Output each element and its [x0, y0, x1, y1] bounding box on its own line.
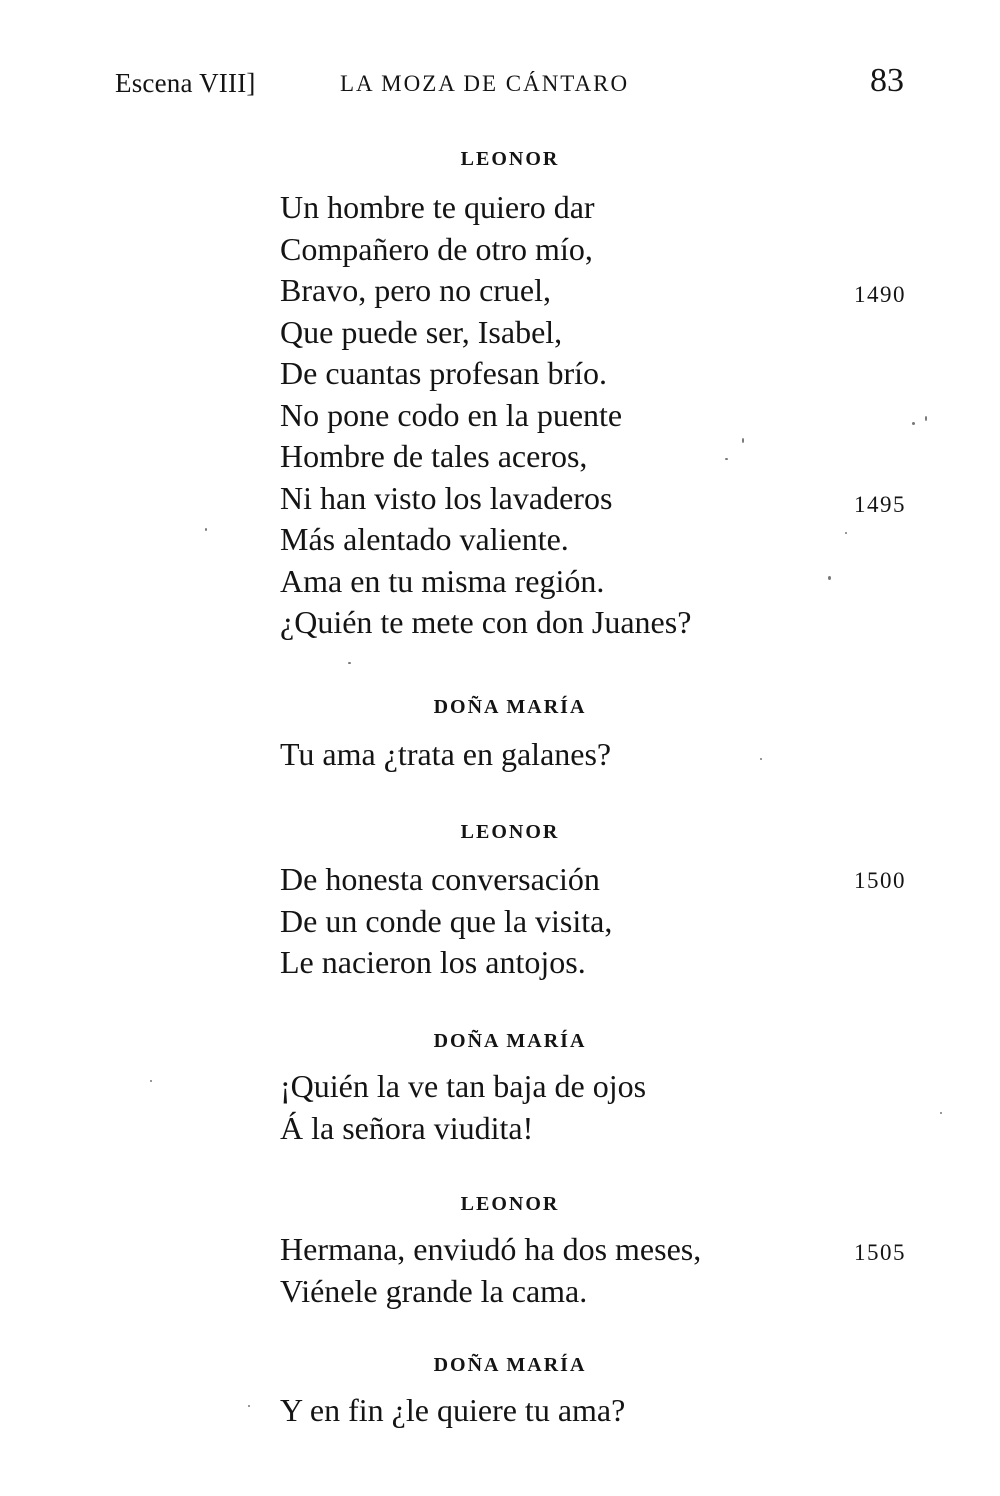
verse-line: Más alentado valiente.	[280, 521, 569, 557]
verse-block	[280, 734, 611, 776]
verse-block	[280, 1066, 646, 1149]
scan-speck	[912, 422, 915, 425]
verse-line: ¡Quién la ve tan baja de ojos	[280, 1068, 647, 1104]
line-number: 1505	[854, 1240, 906, 1265]
scan-speck	[925, 416, 927, 421]
speaker-name: LEONOR	[460, 821, 560, 843]
verse-line: Hombre de tales aceros,	[280, 438, 588, 474]
scene-label: Escena VIII]	[115, 68, 256, 98]
scan-speck	[248, 1405, 250, 1407]
line-number: 1495	[854, 492, 906, 517]
verse-line: Y en fin ¿le quiere tu ama?	[280, 1392, 626, 1428]
verse-block	[280, 1390, 625, 1432]
verse-line: Que puede ser, Isabel,	[280, 313, 563, 350]
verse-line: Ni han visto los lavaderos	[280, 479, 613, 516]
verse-line: De cuantas profesan brío.	[280, 355, 607, 391]
speaker-name: DOÑA MARÍA	[433, 1030, 587, 1052]
scan-speck	[940, 1112, 942, 1114]
verse-line: Tu ama ¿trata en galanes?	[280, 736, 612, 772]
verse-line: Un hombre te quiero dar	[280, 189, 595, 225]
verse-line: Á la señora viudita!	[280, 1109, 534, 1146]
verse-block	[280, 859, 612, 984]
scan-speck	[742, 438, 744, 443]
verse-block	[280, 187, 691, 644]
verse-line: ¿Quién te mete con don Juanes?	[280, 604, 692, 640]
verse-line: No pone codo en la puente	[280, 396, 623, 433]
speaker-name: DOÑA MARÍA	[433, 1354, 587, 1376]
scan-speck	[205, 528, 207, 531]
page-number: 83	[870, 62, 904, 99]
scan-speck	[828, 576, 831, 580]
verse-line: Viénele grande la cama.	[280, 1272, 588, 1309]
running-header	[0, 62, 1000, 112]
play-title: LA MOZA DE CÁNTARO	[340, 71, 630, 96]
line-number: 1500	[854, 868, 906, 893]
scan-speck	[150, 1080, 152, 1082]
verse-line: Hermana, enviudó ha dos meses,	[280, 1231, 702, 1267]
scan-speck	[760, 758, 762, 760]
scan-speck	[725, 458, 728, 460]
scan-speck	[348, 662, 351, 664]
scan-speck	[845, 532, 847, 534]
speaker-name: DOÑA MARÍA	[433, 696, 587, 718]
verse-line: Bravo, pero no cruel,	[280, 272, 552, 308]
verse-line: Ama en tu misma región.	[280, 562, 605, 599]
verse-line: De un conde que la visita,	[280, 902, 613, 939]
line-number: 1490	[854, 282, 906, 307]
verse-line: De honesta conversación	[280, 861, 600, 897]
verse-block	[280, 1229, 701, 1312]
verse-line: Le nacieron los antojos.	[280, 944, 586, 980]
verse-line: Compañero de otro mío,	[280, 230, 593, 267]
speaker-name: LEONOR	[460, 1193, 560, 1215]
speaker-name: LEONOR	[460, 148, 560, 170]
